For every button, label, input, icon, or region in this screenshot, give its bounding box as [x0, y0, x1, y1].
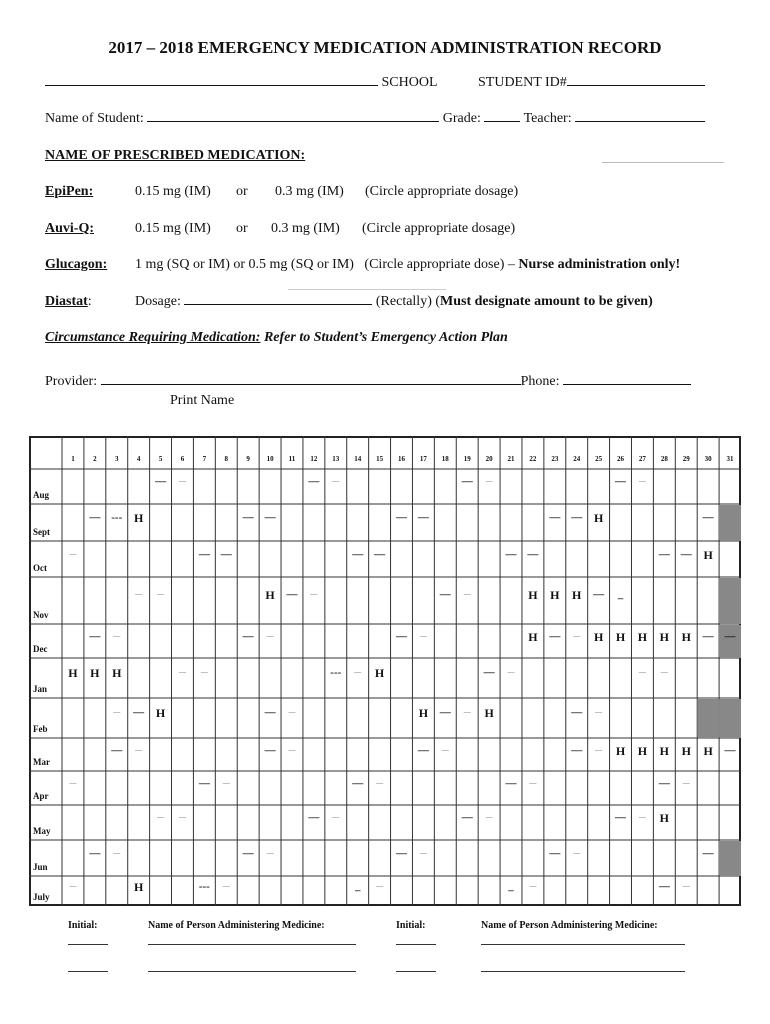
- day-header: 15: [376, 455, 384, 463]
- day-header: 6: [180, 455, 185, 463]
- no-school-mark: —: [133, 706, 145, 719]
- day-header: 8: [224, 455, 229, 463]
- provider-label: Provider:: [45, 374, 98, 389]
- no-school-mark: —: [529, 882, 537, 891]
- holiday-mark: H: [637, 629, 648, 644]
- no-school-mark: —: [242, 511, 254, 524]
- holiday-mark: H: [703, 743, 713, 758]
- month-label: May: [33, 826, 51, 836]
- month-label: Jun: [33, 862, 48, 872]
- epipen-dose-high[interactable]: 0.3 mg (IM): [275, 184, 344, 199]
- auviq-dose-high[interactable]: 0.3 mg (IM): [271, 221, 340, 236]
- no-school-mark: _: [354, 880, 361, 893]
- holiday-mark: H: [528, 629, 538, 644]
- no-school-mark: —: [658, 777, 670, 790]
- phone-label: Phone:: [520, 374, 560, 389]
- no-school-mark: —: [242, 630, 254, 643]
- no-school-mark: —: [354, 668, 362, 677]
- no-school-mark: —: [396, 630, 407, 643]
- no-school-mark: —: [615, 811, 627, 824]
- footer-initial-label-1: Initial:: [68, 920, 98, 931]
- no-school-mark: —: [376, 882, 384, 891]
- no-school-mark: —: [242, 847, 254, 860]
- no-school-mark: —: [419, 632, 427, 641]
- holiday-mark: H: [615, 629, 626, 644]
- no-school-mark: —: [485, 813, 493, 822]
- holiday-mark: H: [681, 743, 691, 758]
- day-header: 22: [529, 455, 537, 463]
- initial-field[interactable]: [68, 944, 108, 945]
- no-school-mark: —: [463, 590, 471, 599]
- no-school-mark: —: [417, 511, 429, 524]
- teacher-label: Teacher:: [523, 111, 572, 126]
- day-header: 30: [704, 455, 712, 463]
- diastat-label: Diastat: [45, 294, 88, 309]
- no-school-mark: —: [507, 668, 515, 677]
- no-school-mark: —: [571, 706, 583, 719]
- day-header: 24: [573, 455, 581, 463]
- day-header: 20: [485, 455, 493, 463]
- holiday-mark: H: [659, 743, 669, 758]
- day-header: 13: [332, 455, 340, 463]
- no-school-mark: —: [374, 548, 386, 561]
- auviq-or: or: [236, 221, 248, 236]
- no-school-mark: _: [617, 588, 624, 601]
- no-school-mark: —: [593, 588, 605, 601]
- holiday-mark: H: [68, 666, 78, 681]
- no-school-mark: —: [615, 475, 627, 488]
- day-header: 11: [288, 455, 296, 463]
- no-school-mark: —: [529, 779, 537, 788]
- holiday-mark: H: [90, 666, 100, 681]
- holiday-mark: H: [418, 706, 429, 721]
- print-name-caption: Print Name: [170, 393, 235, 408]
- footer-name-label-2: Name of Person Administering Medicine:: [481, 920, 658, 931]
- diastat-dosage-label: Dosage:: [135, 294, 181, 309]
- day-header: 19: [463, 455, 471, 463]
- auviq-note: (Circle appropriate dosage): [362, 221, 516, 236]
- grade-label: Grade:: [442, 111, 481, 126]
- auviq-label: Auvi-Q:: [45, 221, 94, 236]
- no-school-mark: —: [352, 777, 364, 790]
- no-school-mark: —: [571, 511, 583, 524]
- no-school-mark: ---: [198, 880, 210, 893]
- month-label: Aug: [33, 490, 50, 500]
- holiday-mark: H: [550, 587, 560, 602]
- medication-heading: NAME OF PRESCRIBED MEDICATION:: [45, 148, 306, 163]
- glucagon-warning: Nurse administration only!: [518, 257, 681, 272]
- no-school-mark: —: [288, 746, 296, 755]
- no-school-mark: —: [157, 813, 165, 822]
- day-header: 28: [660, 455, 668, 463]
- epipen-note: (Circle appropriate dosage): [365, 184, 519, 199]
- no-school-mark: —: [89, 511, 101, 524]
- no-school-mark: —: [573, 849, 581, 858]
- no-school-mark: —: [89, 630, 101, 643]
- day-header: 31: [726, 455, 734, 463]
- holiday-mark: H: [615, 743, 626, 758]
- day-header: 16: [398, 455, 405, 463]
- day-header: 18: [441, 455, 449, 463]
- holiday-mark: H: [484, 706, 494, 721]
- no-school-mark: —: [702, 630, 714, 643]
- glucagon-label: Glucagon:: [45, 257, 108, 272]
- holiday-mark: H: [593, 511, 604, 526]
- no-school-mark: —: [352, 548, 364, 561]
- no-school-mark: —: [682, 779, 690, 788]
- no-school-mark: —: [549, 511, 561, 524]
- month-label: Oct: [33, 563, 47, 573]
- day-header: 17: [419, 455, 427, 463]
- no-school-mark: —: [69, 882, 77, 891]
- day-header: 12: [310, 455, 318, 463]
- no-school-mark: —: [89, 847, 101, 860]
- diastat-warning: Must designate amount to be given: [440, 294, 649, 309]
- holiday-mark: H: [659, 811, 669, 826]
- no-school-mark: —: [549, 847, 561, 860]
- no-school-mark: —: [463, 708, 471, 717]
- holiday-mark: H: [703, 547, 713, 562]
- month-label: July: [33, 892, 50, 902]
- day-header: 10: [266, 455, 274, 463]
- no-school-mark: —: [264, 706, 276, 719]
- month-label: Sept: [33, 527, 51, 537]
- no-school-mark: —: [419, 849, 427, 858]
- no-school-mark: —: [396, 511, 407, 524]
- no-school-mark: —: [222, 779, 230, 788]
- holiday-mark: H: [681, 629, 691, 644]
- diastat-close: ): [648, 294, 653, 309]
- no-school-mark: —: [198, 777, 210, 790]
- circumstance-text: Refer to Student’s Emergency Action Plan: [260, 330, 508, 345]
- no-school-mark: —: [308, 475, 320, 488]
- no-school-mark: —: [638, 813, 646, 822]
- month-label: Nov: [33, 610, 49, 620]
- no-school-mark: —: [178, 477, 186, 486]
- footer-initial-label-2: Initial:: [396, 920, 426, 931]
- month-label: Jan: [33, 684, 48, 694]
- day-header: 27: [638, 455, 646, 463]
- initial-field[interactable]: [68, 971, 108, 972]
- day-header: 9: [246, 455, 250, 463]
- student-id-label: STUDENT ID#: [478, 75, 567, 90]
- footer-name-label-1: Name of Person Administering Medicine:: [148, 920, 325, 931]
- no-school-mark: —: [332, 477, 340, 486]
- no-school-mark: —: [113, 632, 121, 641]
- shaded-cell: [720, 505, 741, 541]
- no-school-mark: —: [200, 668, 208, 677]
- no-school-mark: —: [264, 511, 276, 524]
- holiday-mark: H: [659, 629, 669, 644]
- no-school-mark: —: [266, 632, 274, 641]
- page-title: 2017 – 2018 EMERGENCY MEDICATION ADMINISTRATION RECORD: [108, 38, 662, 57]
- no-school-mark: —: [660, 668, 668, 677]
- epipen-or: or: [236, 184, 248, 199]
- no-school-mark: —: [439, 588, 451, 601]
- administrator-name-field[interactable]: [481, 971, 685, 972]
- epipen-dose-low[interactable]: 0.15 mg (IM): [135, 184, 211, 199]
- no-school-mark: —: [461, 811, 473, 824]
- no-school-mark: —: [658, 880, 670, 893]
- no-school-mark: —: [266, 849, 274, 858]
- no-school-mark: —: [595, 746, 603, 755]
- no-school-mark: _: [508, 880, 514, 893]
- holiday-mark: H: [593, 629, 604, 644]
- no-school-mark: —: [571, 744, 583, 757]
- no-school-mark: —: [178, 668, 186, 677]
- no-school-mark: —: [549, 630, 561, 643]
- no-school-mark: —: [595, 708, 603, 717]
- diastat-colon: :: [87, 294, 92, 309]
- initial-field[interactable]: [396, 944, 436, 945]
- no-school-mark: —: [113, 849, 121, 858]
- no-school-mark: —: [461, 475, 473, 488]
- day-header: 14: [354, 455, 362, 463]
- no-school-mark: —: [376, 779, 384, 788]
- no-school-mark: —: [135, 590, 143, 599]
- no-school-mark: —: [441, 746, 449, 755]
- month-label: Feb: [33, 724, 48, 734]
- day-header: 4: [136, 455, 141, 463]
- no-school-mark: —: [135, 746, 143, 755]
- holiday-mark: H: [155, 706, 166, 721]
- holiday-mark: H: [374, 666, 385, 681]
- day-header: 23: [551, 455, 559, 463]
- no-school-mark: —: [220, 548, 232, 561]
- shaded-cell: [720, 841, 741, 876]
- holiday-mark: H: [133, 880, 144, 895]
- school-label: SCHOOL: [381, 75, 438, 90]
- no-school-mark: —: [724, 630, 736, 643]
- no-school-mark: —: [396, 847, 407, 860]
- auviq-dose-low[interactable]: 0.15 mg (IM): [135, 221, 211, 236]
- no-school-mark: ---: [111, 511, 123, 524]
- no-school-mark: —: [702, 511, 714, 524]
- no-school-mark: —: [264, 744, 276, 757]
- no-school-mark: —: [485, 477, 493, 486]
- no-school-mark: —: [638, 668, 646, 677]
- no-school-mark: —: [178, 813, 186, 822]
- no-school-mark: —: [198, 548, 210, 561]
- day-header: 21: [507, 455, 515, 463]
- no-school-mark: —: [702, 847, 714, 860]
- no-school-mark: —: [505, 777, 517, 790]
- no-school-mark: —: [308, 811, 320, 824]
- no-school-mark: —: [155, 475, 167, 488]
- no-school-mark: —: [483, 666, 495, 679]
- month-label: Mar: [33, 757, 50, 767]
- no-school-mark: —: [288, 708, 296, 717]
- administrator-name-field[interactable]: [481, 944, 685, 945]
- no-school-mark: —: [222, 882, 230, 891]
- holiday-mark: H: [637, 743, 648, 758]
- no-school-mark: —: [724, 744, 736, 757]
- day-header: 5: [158, 455, 163, 463]
- administrator-name-field[interactable]: [148, 971, 356, 972]
- no-school-mark: —: [439, 706, 451, 719]
- no-school-mark: —: [680, 548, 692, 561]
- day-header: 3: [115, 455, 119, 463]
- month-label: Apr: [33, 791, 49, 801]
- holiday-mark: H: [572, 587, 582, 602]
- holiday-mark: H: [265, 587, 275, 602]
- no-school-mark: —: [527, 548, 539, 561]
- epipen-label: EpiPen:: [45, 184, 94, 199]
- no-school-mark: —: [157, 590, 165, 599]
- initial-field[interactable]: [396, 971, 436, 972]
- no-school-mark: —: [638, 477, 646, 486]
- holiday-mark: H: [528, 587, 538, 602]
- no-school-mark: ---: [330, 666, 342, 679]
- glucagon-text: 1 mg (SQ or IM) or 0.5 mg (SQ or IM) (Circle appropriate dose) –: [135, 257, 519, 272]
- student-name-label: Name of Student:: [45, 111, 144, 126]
- day-header: 29: [682, 455, 690, 463]
- no-school-mark: —: [111, 744, 123, 757]
- no-school-mark: —: [417, 744, 429, 757]
- day-header: 2: [93, 455, 97, 463]
- no-school-mark: —: [658, 548, 670, 561]
- circumstance-label: Circumstance Requiring Medication:: [45, 330, 261, 345]
- no-school-mark: —: [113, 708, 121, 717]
- no-school-mark: —: [69, 779, 77, 788]
- no-school-mark: —: [69, 550, 77, 559]
- day-header: 26: [617, 455, 625, 463]
- holiday-mark: H: [112, 666, 122, 681]
- no-school-mark: —: [286, 588, 298, 601]
- administrator-name-field[interactable]: [148, 944, 356, 945]
- day-header: 7: [202, 455, 207, 463]
- no-school-mark: —: [682, 882, 690, 891]
- holiday-mark: H: [133, 511, 144, 526]
- shaded-cell: [720, 699, 741, 738]
- shaded-cell: [698, 699, 719, 738]
- no-school-mark: —: [332, 813, 340, 822]
- diastat-route: (Rectally) (: [375, 294, 441, 309]
- no-school-mark: —: [505, 548, 517, 561]
- day-header: 1: [71, 455, 75, 463]
- shaded-cell: [720, 578, 741, 624]
- day-header: 25: [595, 455, 603, 463]
- no-school-mark: —: [310, 590, 318, 599]
- month-label: Dec: [33, 644, 48, 654]
- no-school-mark: —: [573, 632, 581, 641]
